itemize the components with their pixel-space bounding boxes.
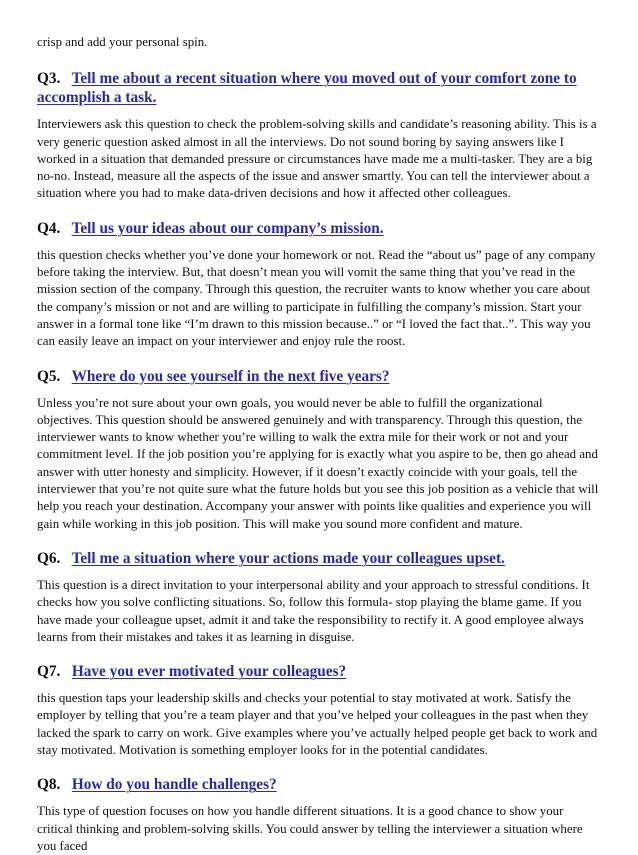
question-link-q8[interactable]: How do you handle challenges? xyxy=(71,776,277,794)
intro-tail-text: crisp and add your personal spin. xyxy=(37,35,208,49)
question-section-q7 xyxy=(37,662,600,759)
question-number: Q4. xyxy=(37,219,69,237)
question-number: Q8. xyxy=(37,776,69,794)
answer-paragraph: this question checks whether you’ve done your homework or not. Read the “about us” page of any company before taking the interview. But, that doesn’t mean you will vomit the same thing that you’ve read in the mission section of the company. Through this question, the recruiter wants to know whether you care about the company’s mission or not and are willing to participate in fulfilling the company’s mission. Start your answer in a formal tone like “I’m drawn to this mission because..” or “I loved the fact that..”. This way you can easily leave an impact on your interviewer and enjoy rule the roost. xyxy=(37,247,596,349)
question-number: Q6. xyxy=(37,549,69,567)
question-heading xyxy=(37,662,600,681)
question-section-q6 xyxy=(37,549,600,646)
answer-paragraph: Interviewers ask this question to check the problem-solving skills and candidate’s reasoning ability. This is a very generic question asked almost in all the interviews. Do not sound boring by saying answers like I worked in a situation that demanded pressure or circumstances have made me a multi-tasker. They are a big no-no. Instead, measure all the aspects of the issue and answer smartly. You can tell the interviewer about a situation where you had to make data-driven decisions and how it affected other colleagues. xyxy=(37,117,597,201)
question-heading xyxy=(37,367,600,386)
answer-paragraph: This type of question focuses on how you handle different situations. It is a good chance to show your critical thinking and problem-solving skills. You could answer by telling the interviewer a situation where you faced xyxy=(37,804,583,853)
question-section-q5 xyxy=(37,367,600,533)
answer-paragraph: this question taps your leadership skills and checks your potential to stay motivated at work. Satisfy the employer by telling that you’re a team player and that you’ve helped your colleagues in the past when they lacked the spark to carry on work. Give examples where you’ve actually helped people get back to work and stay motivated. Motivation is something employer looks for in the potential candidates. xyxy=(37,691,598,758)
question-heading xyxy=(37,69,600,107)
question-number: Q3. xyxy=(37,70,69,88)
question-number: Q7. xyxy=(37,663,69,681)
question-link-q6[interactable]: Tell me a situation where your actions made your colleagues upset. xyxy=(71,549,505,567)
answer-paragraph: Unless you’re not sure about your own goals, you would never be able to fulfill the organizational objectives. This question should be answered genuinely and with transparency. Through this question, the interviewer wants to know whether you’re willing to walk the extra mile for their work or not and your commitment level. If the job position you’re applying for is exactly what you aspire to be, then go ahead and answer with utter honesty and simplicity. However, if it doesn’t exactly coincide with your goals, tell the interviewer that you’re not quite sure what the future holds but you see this job position as a vehicle that will help you reach your destination. Accompany your answer with points like qualities and experience you will gain while working in this job position. This will make you sound more confident and mature. xyxy=(37,395,599,531)
question-heading xyxy=(37,775,600,794)
question-section-q8 xyxy=(37,775,600,855)
question-heading xyxy=(37,549,600,568)
answer-paragraph: This question is a direct invitation to your interpersonal ability and your approach to stressful conditions. It checks how you solve conflicting situations. So, follow this formula- stop playing the blame game. If you have made your colleague upset, admit it and take the responsibility to rectify it. A good employee always learns from their mistakes and takes it as learning in disguise. xyxy=(37,577,590,644)
question-link-q5[interactable]: Where do you see yourself in the next five years? xyxy=(71,367,390,385)
question-number: Q5. xyxy=(37,367,69,385)
question-link-q4[interactable]: Tell us your ideas about our company’s mission. xyxy=(71,219,384,237)
question-section-q3 xyxy=(37,69,600,202)
question-heading xyxy=(37,219,600,238)
question-link-q3[interactable]: Tell me about a recent situation where you moved out of your comfort zone to accomplish a task. xyxy=(37,70,577,107)
question-link-q7[interactable]: Have you ever motivated your colleagues? xyxy=(71,663,347,681)
question-section-q4 xyxy=(37,219,600,351)
